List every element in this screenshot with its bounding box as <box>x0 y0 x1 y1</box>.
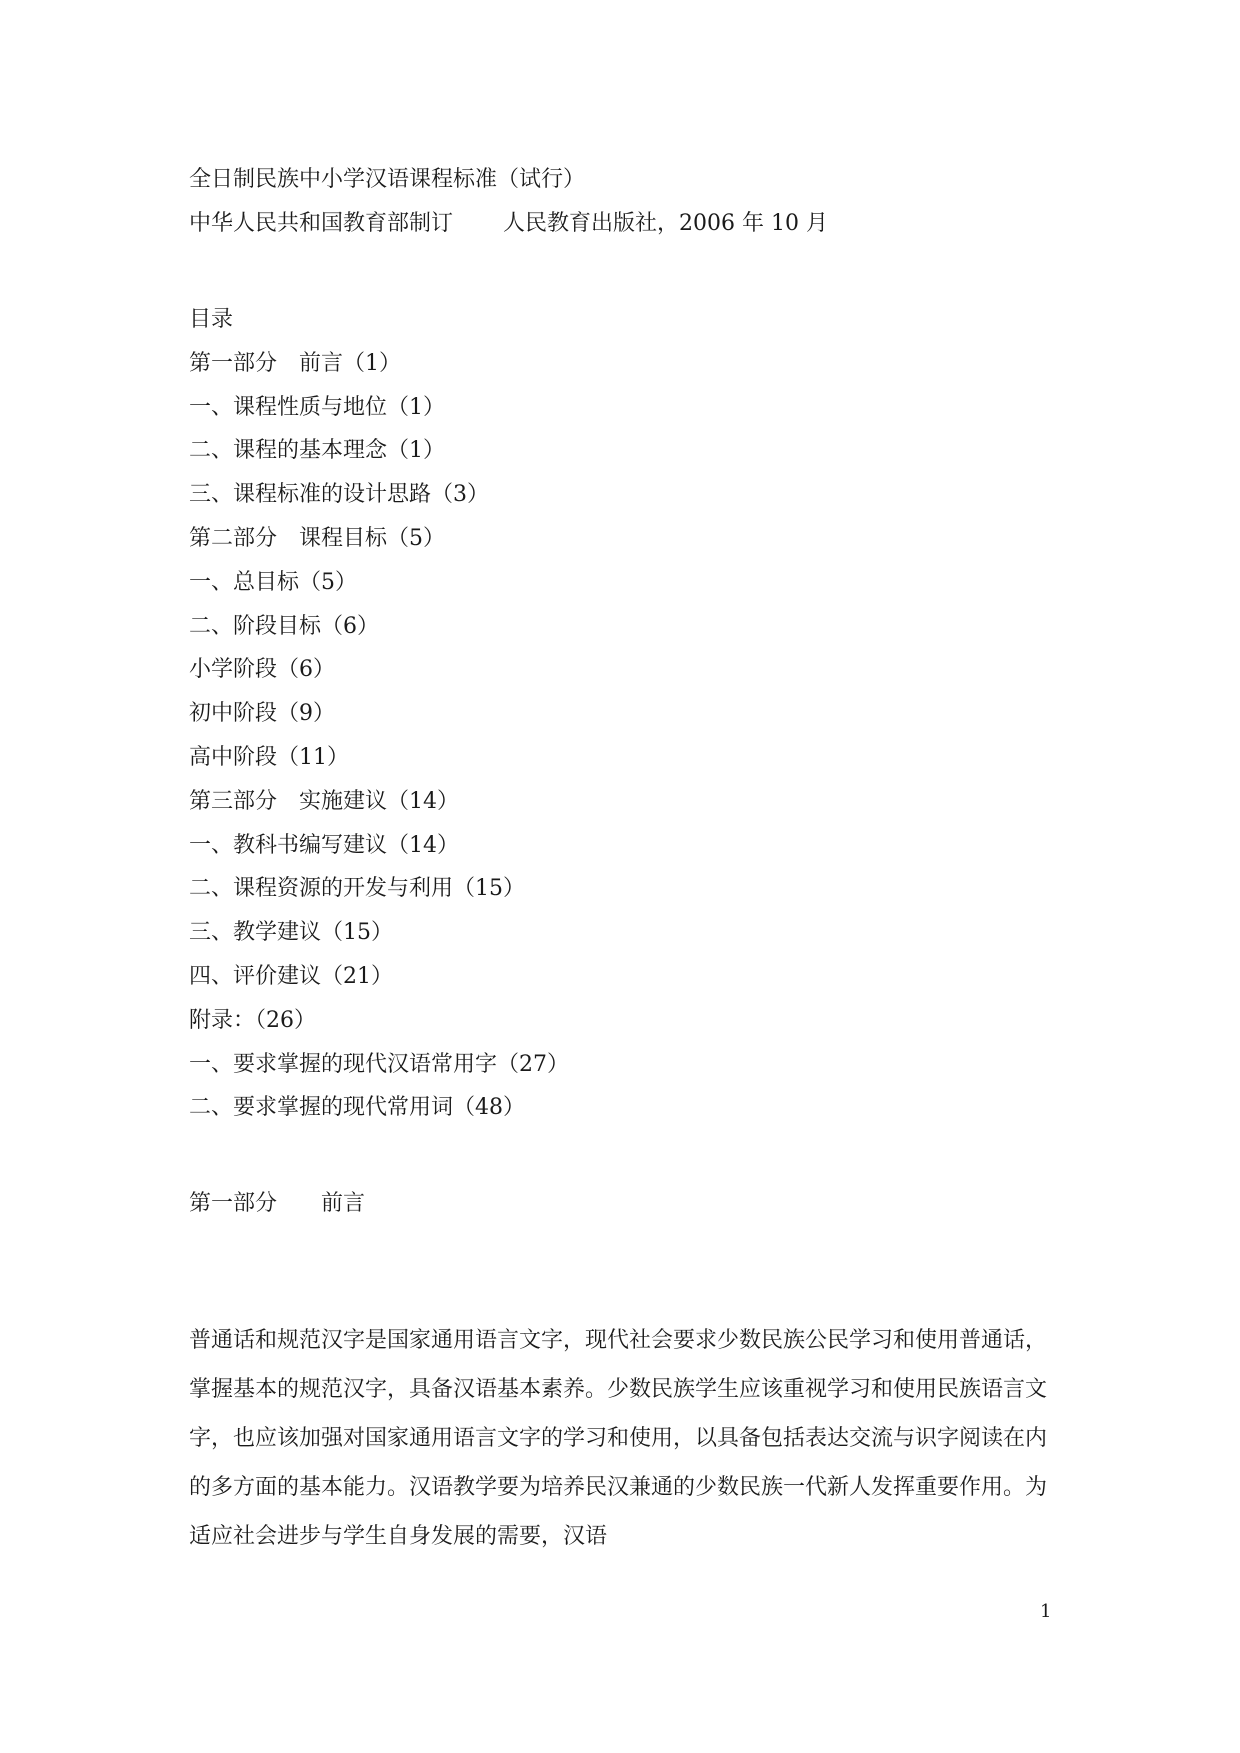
document-title: 全日制民族中小学汉语课程标准（试行） <box>189 167 586 192</box>
issuer: 中华人民共和国教育部制订 <box>189 211 454 236</box>
toc-entry: 一、要求掌握的现代汉语常用字（27） <box>189 1052 569 1077</box>
toc-entry: 第三部分 实施建议（14） <box>189 789 459 814</box>
toc-entry: 二、课程资源的开发与利用（15） <box>189 876 525 901</box>
publisher: 人民教育出版社，2006 年 10 月 <box>503 211 828 236</box>
toc-heading: 目录 <box>189 307 234 332</box>
toc-entry: 高中阶段（11） <box>189 745 349 770</box>
toc-entry: 小学阶段（6） <box>189 657 335 682</box>
page-number: 1 <box>1040 1601 1052 1622</box>
section-body: 普通话和规范汉字是国家通用语言文字，现代社会要求少数民族公民学习和使用普通话，掌握基本的规范汉字，具备汉语基本素养。少数民族学生应该重视学习和使用民族语言文字，也应该加强对国家通用语言文字的学习和使用，以具备包括表达交流与识字阅读在内的多方面的基本能力。汉语教学要为培养民汉兼通的少数民族一代新人发挥重要作用。为适应社会进步与学生自身发展的需要，汉语 <box>189 1328 1048 1549</box>
toc-entry: 四、评价建议（21） <box>189 964 393 989</box>
toc-entry: 一、总目标（5） <box>189 570 357 595</box>
toc-entry: 第一部分 前言（1） <box>189 351 401 376</box>
toc-entry: 第二部分 课程目标（5） <box>189 526 445 551</box>
toc-entry: 一、教科书编写建议（14） <box>189 833 459 858</box>
toc-entry: 二、要求掌握的现代常用词（48） <box>189 1095 525 1120</box>
toc-entry: 附录：（26） <box>189 1008 316 1033</box>
publisher-line <box>189 209 828 239</box>
toc-entry: 二、阶段目标（6） <box>189 614 379 639</box>
section-heading: 第一部分 前言 <box>189 1191 366 1216</box>
toc-entry: 一、课程性质与地位（1） <box>189 395 445 420</box>
toc-entry: 二、课程的基本理念（1） <box>189 438 445 463</box>
toc-entry: 三、课程标准的设计思路（3） <box>189 482 489 507</box>
toc-entry: 初中阶段（9） <box>189 701 335 726</box>
toc-entry: 三、教学建议（15） <box>189 920 393 945</box>
